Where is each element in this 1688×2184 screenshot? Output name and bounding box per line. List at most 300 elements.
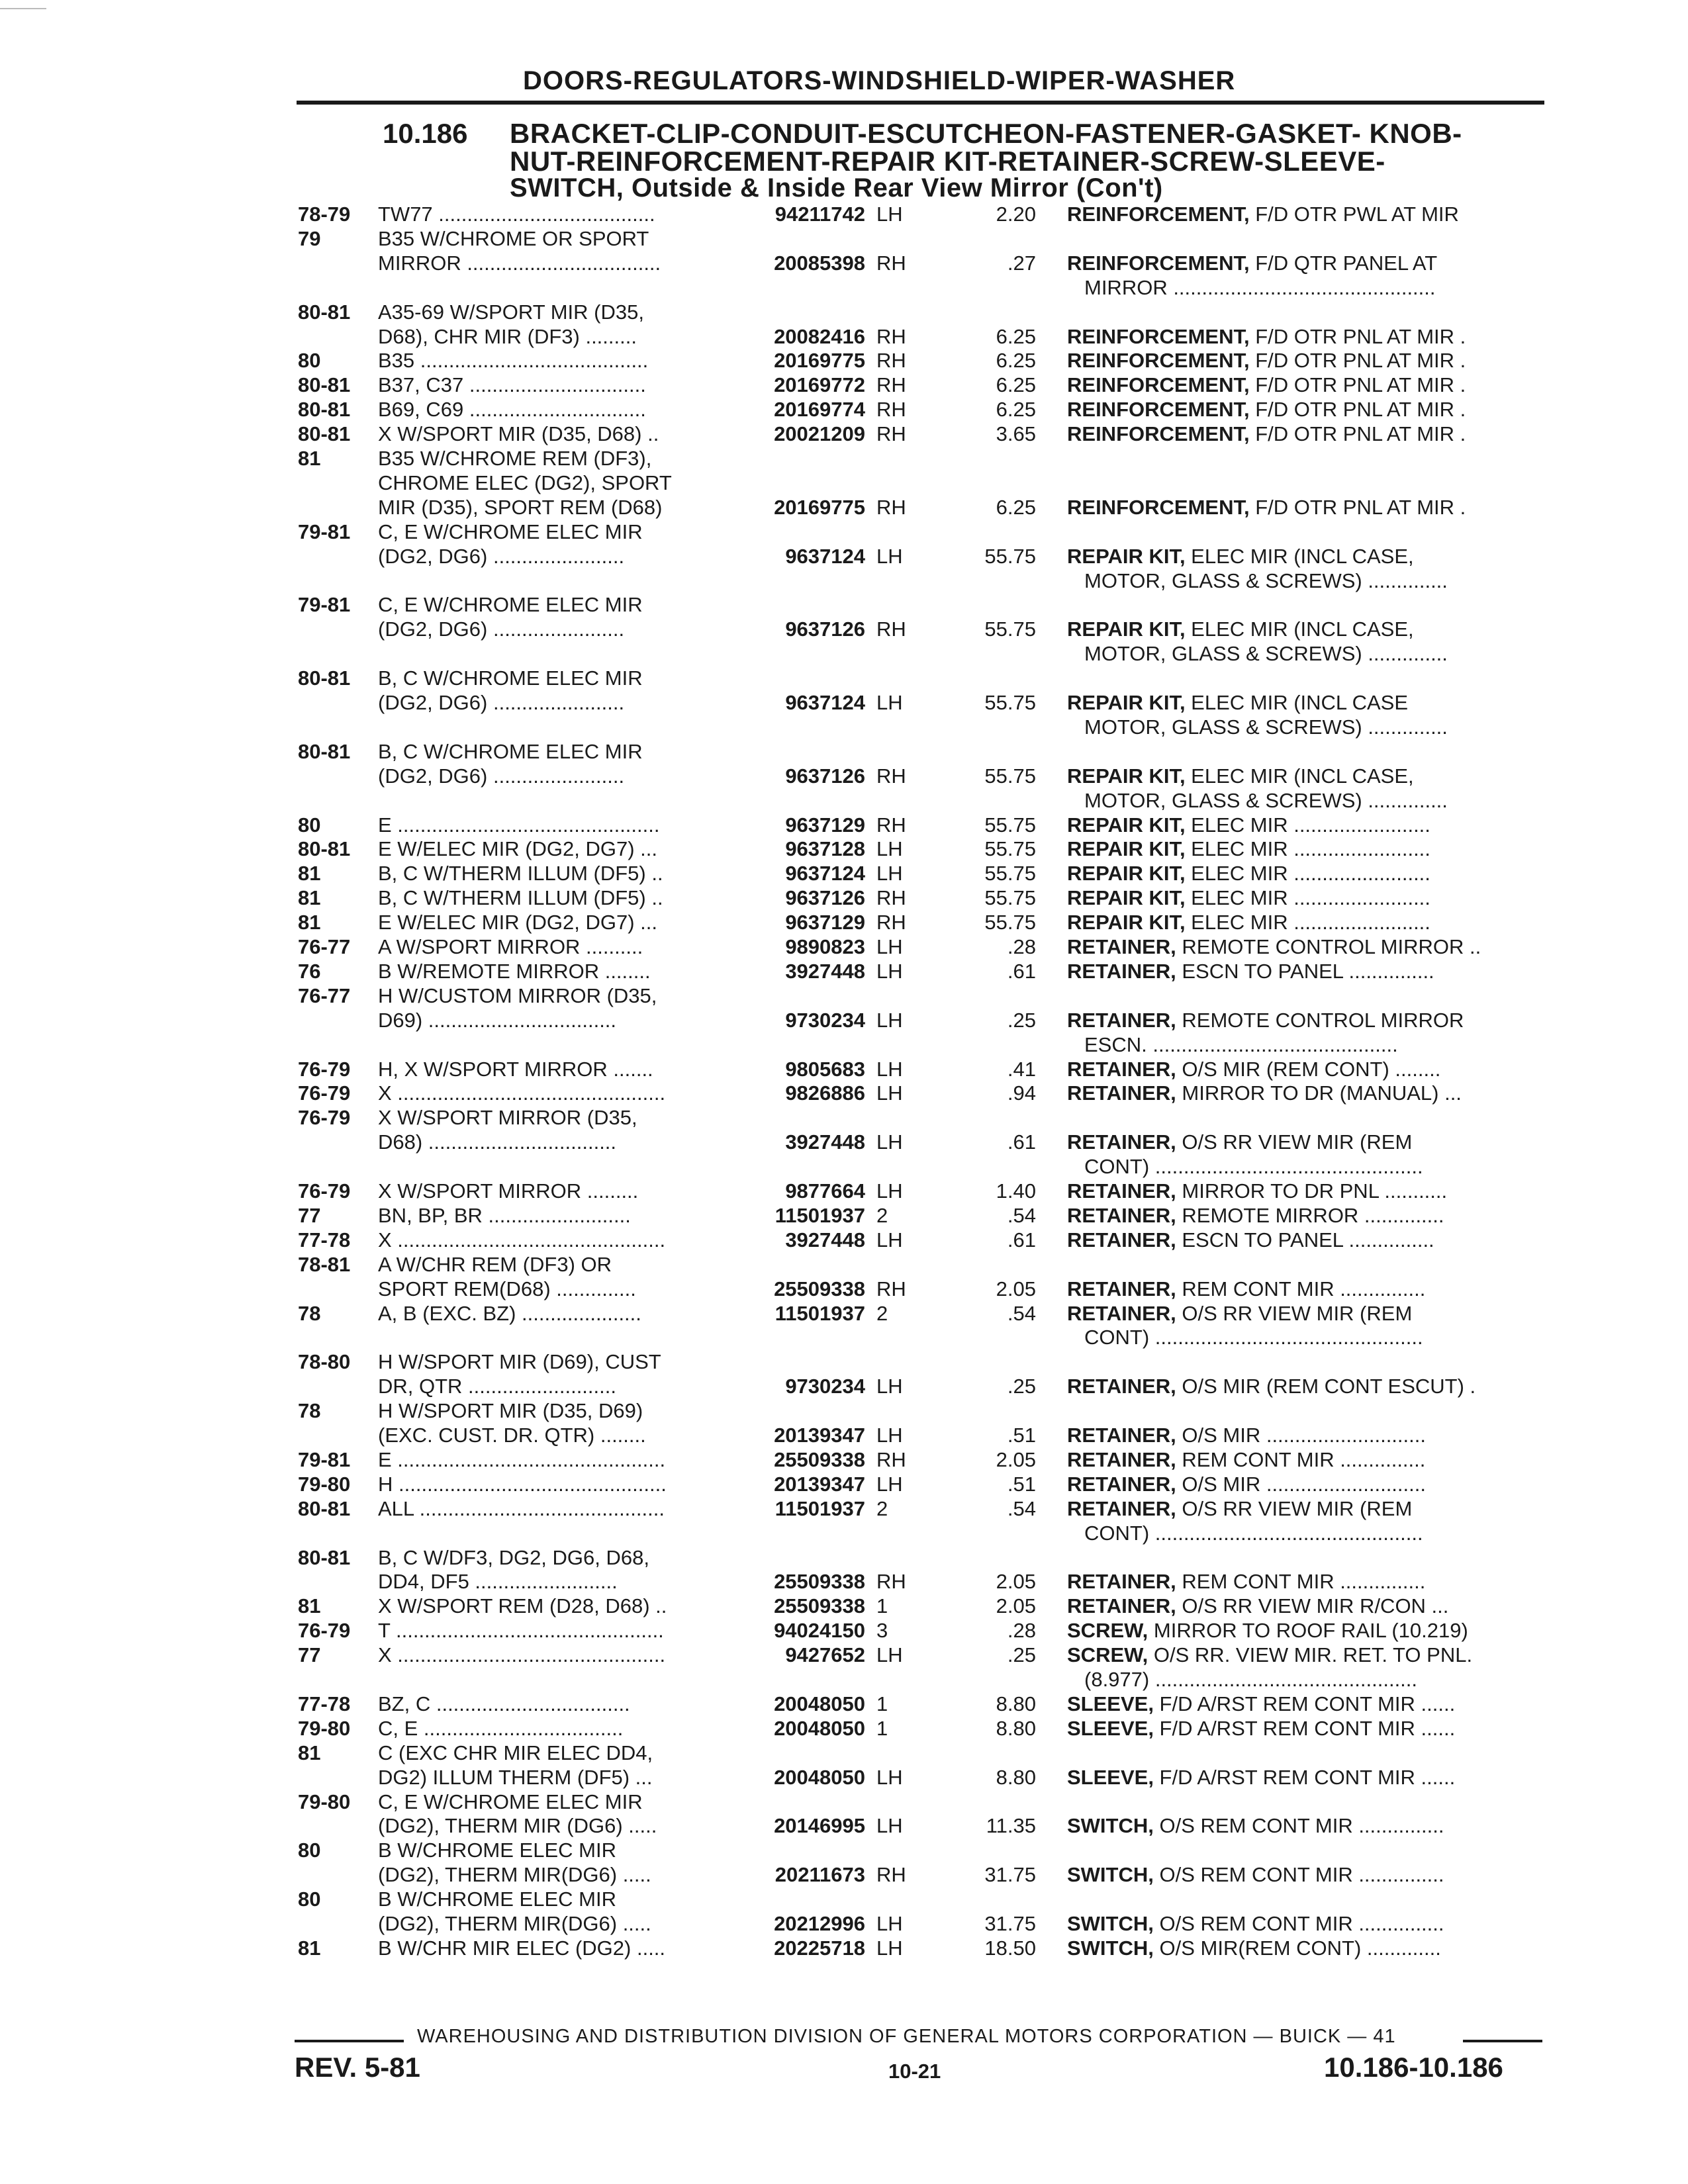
part-number: 9637126	[785, 886, 865, 909]
model-year: 76-79	[298, 1619, 351, 1642]
part-type: RETAINER,	[1067, 1424, 1176, 1447]
model-year: 78-81	[298, 1253, 351, 1276]
part-detail: O/S RR. VIEW MIR. RET. TO PNL.	[1148, 1643, 1473, 1666]
table-row	[0, 886, 1688, 910]
part-type: REPAIR KIT,	[1067, 911, 1186, 934]
model-year: 81	[298, 886, 321, 909]
part-number: 9637124	[785, 862, 865, 885]
table-row	[0, 1326, 1688, 1349]
model-description: ALL ...........................................	[378, 1497, 665, 1520]
model-year: 80-81	[298, 837, 351, 860]
table-row	[0, 422, 1688, 446]
model-description: CHROME ELEC (DG2), SPORT	[378, 471, 672, 494]
scan-mark	[0, 8, 46, 9]
model-description: B35 W/CHROME REM (DF3),	[378, 447, 652, 470]
model-description: TW77 ......................................	[378, 203, 655, 226]
side-or-quantity: LH	[876, 1912, 903, 1935]
part-type: RETAINER,	[1067, 1179, 1176, 1203]
part-description	[1067, 1375, 1544, 1398]
description-continuation: MOTOR, GLASS & SCREWS) ..............	[1084, 569, 1448, 592]
description-continuation: CONT) ...............................................	[1084, 1522, 1423, 1545]
part-detail: O/S RR VIEW MIR (REM	[1176, 1130, 1413, 1154]
table-row	[0, 617, 1688, 641]
model-description: B W/REMOTE MIRROR ........	[378, 960, 651, 983]
part-description	[1067, 1277, 1544, 1301]
side-or-quantity: RH	[876, 813, 906, 837]
side-or-quantity: RH	[876, 422, 906, 445]
model-year: 79	[298, 227, 321, 250]
table-row	[0, 935, 1688, 959]
table-row	[0, 911, 1688, 934]
part-detail: ELEC MIR ........................	[1185, 837, 1430, 860]
part-detail: F/D OTR PNL AT MIR .	[1249, 325, 1466, 348]
description-continuation: MOTOR, GLASS & SCREWS) ..............	[1084, 789, 1448, 812]
price: 55.75	[984, 617, 1036, 641]
part-detail: MIRROR TO DR (MANUAL) ...	[1176, 1081, 1462, 1105]
side-or-quantity: LH	[876, 1375, 903, 1398]
model-year: 77	[298, 1204, 321, 1227]
description-continuation: CONT) ...............................................	[1084, 1155, 1423, 1178]
model-description: B69, C69 ...............................	[378, 398, 646, 421]
side-or-quantity: RH	[876, 349, 906, 372]
model-year: 81	[298, 862, 321, 885]
part-description	[1067, 1228, 1544, 1252]
model-description: X ...............................................	[378, 1081, 666, 1105]
model-year: 80	[298, 813, 321, 837]
part-number: 20048050	[774, 1692, 865, 1715]
table-row	[0, 1668, 1688, 1692]
table-row	[0, 1741, 1688, 1765]
part-detail: O/S MIR ............................	[1176, 1473, 1426, 1496]
price: 1.40	[996, 1179, 1036, 1203]
part-detail: MIRROR TO ROOF RAIL (10.219)	[1148, 1619, 1468, 1642]
side-or-quantity: 2	[876, 1204, 888, 1227]
side-or-quantity: LH	[876, 960, 903, 983]
part-detail: ELEC MIR ........................	[1185, 911, 1430, 934]
table-row	[0, 837, 1688, 861]
part-number: 20146995	[774, 1814, 865, 1837]
part-description	[1067, 886, 1544, 910]
part-description	[1067, 349, 1544, 373]
table-row	[0, 1302, 1688, 1326]
part-description	[1067, 325, 1544, 349]
part-number: 3927448	[785, 960, 865, 983]
table-row	[0, 1399, 1688, 1423]
model-description: H W/SPORT MIR (D35, D69)	[378, 1399, 643, 1422]
price: 6.25	[996, 496, 1036, 519]
side-or-quantity: LH	[876, 1814, 903, 1837]
section-title-line-1: BRACKET-CLIP-CONDUIT-ESCUTCHEON-FASTENER-GASKET- KNOB-	[510, 118, 1462, 149]
table-row	[0, 1790, 1688, 1814]
table-row	[0, 789, 1688, 813]
side-or-quantity: RH	[876, 911, 906, 934]
part-type: REINFORCEMENT,	[1067, 373, 1250, 396]
table-row	[0, 862, 1688, 886]
part-number: 9730234	[785, 1375, 865, 1398]
model-description: C, E W/CHROME ELEC MIR	[378, 593, 643, 616]
model-description: D69) .................................	[378, 1009, 617, 1032]
side-or-quantity: RH	[876, 1863, 906, 1886]
price: .54	[1007, 1497, 1036, 1520]
model-description: B35 W/CHROME OR SPORT	[378, 227, 649, 250]
section-title-line-2: NUT-REINFORCEMENT-REPAIR KIT-RETAINER-SCREW-SLEEVE-	[510, 146, 1385, 177]
price: 6.25	[996, 373, 1036, 396]
price: .28	[1007, 1619, 1036, 1642]
part-type: SLEEVE,	[1067, 1692, 1154, 1715]
part-detail: F/D A/RST REM CONT MIR ......	[1153, 1692, 1456, 1715]
model-year: 81	[298, 1594, 321, 1617]
model-description: A W/CHR REM (DF3) OR	[378, 1253, 612, 1276]
part-description	[1067, 398, 1544, 422]
side-or-quantity: LH	[876, 203, 903, 226]
table-row	[0, 1448, 1688, 1472]
part-description	[1067, 960, 1544, 983]
model-description: B, C W/CHROME ELEC MIR	[378, 666, 643, 690]
model-year: 79-80	[298, 1473, 351, 1496]
table-row	[0, 325, 1688, 349]
part-type: REINFORCEMENT,	[1067, 496, 1250, 519]
model-year: 80-81	[298, 300, 351, 324]
model-description: X W/SPORT MIRROR (D35,	[378, 1106, 637, 1129]
part-number: 9826886	[785, 1081, 865, 1105]
table-row	[0, 1522, 1688, 1545]
part-type: RETAINER,	[1067, 960, 1176, 983]
model-description: A, B (EXC. BZ) .....................	[378, 1302, 641, 1325]
price: 55.75	[984, 911, 1036, 934]
side-or-quantity: LH	[876, 691, 903, 714]
part-type: RETAINER,	[1067, 935, 1176, 958]
part-number: 20139347	[774, 1424, 865, 1447]
side-or-quantity: 2	[876, 1497, 888, 1520]
part-number: 25509338	[774, 1277, 865, 1300]
model-year: 77-78	[298, 1692, 351, 1715]
model-description: D68), CHR MIR (DF3) .........	[378, 325, 637, 348]
part-description	[1067, 1717, 1544, 1741]
model-description: B35 ........................................	[378, 349, 649, 372]
part-type: SWITCH,	[1067, 1912, 1154, 1935]
part-description	[1067, 251, 1544, 275]
part-number: 20212996	[774, 1912, 865, 1935]
footer-rule-right	[1463, 2040, 1542, 2042]
table-row	[0, 1594, 1688, 1618]
part-number: 9637129	[785, 813, 865, 837]
model-year: 78-80	[298, 1350, 351, 1373]
part-number: 25509338	[774, 1570, 865, 1593]
part-detail: ELEC MIR ........................	[1185, 886, 1430, 909]
model-year: 76	[298, 960, 321, 983]
part-type: RETAINER,	[1067, 1448, 1176, 1471]
price: 8.80	[996, 1717, 1036, 1740]
model-year: 76-79	[298, 1106, 351, 1129]
part-detail: O/S RR VIEW MIR R/CON ...	[1176, 1594, 1449, 1617]
side-or-quantity: RH	[876, 886, 906, 909]
part-detail: F/D OTR PWL AT MIR	[1249, 203, 1459, 226]
part-number: 9890823	[785, 935, 865, 958]
part-type: SLEEVE,	[1067, 1717, 1154, 1740]
part-description	[1067, 1424, 1544, 1447]
model-year: 80-81	[298, 1497, 351, 1520]
part-type: REPAIR KIT,	[1067, 862, 1186, 885]
part-description	[1067, 862, 1544, 886]
price: .54	[1007, 1302, 1036, 1325]
side-or-quantity: 2	[876, 1302, 888, 1325]
part-type: REINFORCEMENT,	[1067, 398, 1250, 421]
model-year: 80-81	[298, 740, 351, 763]
part-number: 9637126	[785, 617, 865, 641]
table-row	[0, 1130, 1688, 1154]
part-type: SCREW,	[1067, 1619, 1149, 1642]
table-row	[0, 1375, 1688, 1398]
part-description	[1067, 373, 1544, 397]
page-title: DOORS-REGULATORS-WINDSHIELD-WIPER-WASHER	[523, 66, 1236, 95]
model-year: 80	[298, 1839, 321, 1862]
part-detail: F/D OTR PNL AT MIR .	[1249, 422, 1466, 445]
part-number: 9637129	[785, 911, 865, 934]
side-or-quantity: RH	[876, 617, 906, 641]
part-description	[1067, 1058, 1544, 1081]
part-number: 20139347	[774, 1473, 865, 1496]
part-detail: ELEC MIR ........................	[1185, 862, 1430, 885]
table-row	[0, 1717, 1688, 1741]
model-year: 79-80	[298, 1717, 351, 1740]
model-description: B W/CHROME ELEC MIR	[378, 1888, 616, 1911]
model-year: 81	[298, 1936, 321, 1960]
model-description: (DG2), THERM MIR (DG6) .....	[378, 1814, 657, 1837]
model-description: T ...............................................	[378, 1619, 664, 1642]
model-description: MIR (D35), SPORT REM (D68)	[378, 496, 663, 519]
part-type: RETAINER,	[1067, 1277, 1176, 1300]
model-description: (DG2), THERM MIR(DG6) .....	[378, 1863, 651, 1886]
description-continuation: MOTOR, GLASS & SCREWS) ..............	[1084, 642, 1448, 665]
part-number: 9427652	[785, 1643, 865, 1666]
table-row	[0, 1179, 1688, 1203]
side-or-quantity: LH	[876, 1473, 903, 1496]
part-type: RETAINER,	[1067, 1594, 1176, 1617]
model-description: H W/CUSTOM MIRROR (D35,	[378, 984, 657, 1007]
price: 8.80	[996, 1766, 1036, 1789]
part-description	[1067, 1570, 1544, 1594]
part-type: REINFORCEMENT,	[1067, 325, 1250, 348]
model-description: X W/SPORT MIRROR .........	[378, 1179, 639, 1203]
footer-text: WAREHOUSING AND DISTRIBUTION DIVISION OF GENERAL MOTORS CORPORATION — BUICK — 41	[417, 2026, 1396, 2047]
model-description: (DG2, DG6) .......................	[378, 617, 625, 641]
side-or-quantity: RH	[876, 325, 906, 348]
model-description: C, E ...................................	[378, 1717, 624, 1740]
model-description: A W/SPORT MIRROR ..........	[378, 935, 643, 958]
table-row	[0, 1058, 1688, 1081]
model-description: C, E W/CHROME ELEC MIR	[378, 520, 643, 543]
model-year: 80-81	[298, 666, 351, 690]
part-type: SCREW,	[1067, 1643, 1149, 1666]
price: 2.05	[996, 1594, 1036, 1617]
part-description	[1067, 1130, 1544, 1154]
price: 6.25	[996, 325, 1036, 348]
model-year: 79-80	[298, 1790, 351, 1813]
side-or-quantity: RH	[876, 1448, 906, 1471]
table-row	[0, 251, 1688, 275]
description-continuation: CONT) ...............................................	[1084, 1326, 1423, 1349]
model-description: X W/SPORT MIR (D35, D68) ..	[378, 422, 659, 445]
table-row	[0, 1814, 1688, 1838]
model-description: D68) .................................	[378, 1130, 617, 1154]
part-type: REPAIR KIT,	[1067, 886, 1186, 909]
part-number: 20085398	[774, 251, 865, 275]
table-row	[0, 1863, 1688, 1887]
part-detail: F/D A/RST REM CONT MIR ......	[1153, 1766, 1456, 1789]
part-type: RETAINER,	[1067, 1473, 1176, 1496]
part-description	[1067, 1594, 1544, 1618]
model-description: MIRROR ..................................	[378, 251, 661, 275]
model-description: H, X W/SPORT MIRROR .......	[378, 1058, 653, 1081]
model-description: H W/SPORT MIR (D69), CUST	[378, 1350, 661, 1373]
table-row	[0, 520, 1688, 544]
price: 55.75	[984, 886, 1036, 909]
model-year: 76-77	[298, 984, 351, 1007]
price: 55.75	[984, 764, 1036, 788]
price: .61	[1007, 1228, 1036, 1251]
table-row	[0, 1839, 1688, 1862]
table-row	[0, 1155, 1688, 1179]
price: 2.05	[996, 1277, 1036, 1300]
part-description	[1067, 496, 1544, 520]
part-description	[1067, 813, 1544, 837]
price: 55.75	[984, 691, 1036, 714]
part-number: 20048050	[774, 1717, 865, 1740]
side-or-quantity: LH	[876, 1179, 903, 1203]
table-row	[0, 666, 1688, 690]
part-type: SWITCH,	[1067, 1936, 1154, 1960]
part-type: REINFORCEMENT,	[1067, 349, 1250, 372]
model-year: 78	[298, 1302, 321, 1325]
part-detail: O/S MIR ............................	[1176, 1424, 1426, 1447]
part-number: 20169772	[774, 373, 865, 396]
model-description: B W/CHROME ELEC MIR	[378, 1839, 616, 1862]
table-row	[0, 545, 1688, 569]
model-description: DD4, DF5 .........................	[378, 1570, 618, 1593]
part-description	[1067, 1619, 1544, 1643]
table-row	[0, 984, 1688, 1008]
part-type: REPAIR KIT,	[1067, 617, 1186, 641]
part-detail: ESCN TO PANEL ...............	[1176, 1228, 1434, 1251]
model-year: 77-78	[298, 1228, 351, 1251]
part-number: 20082416	[774, 325, 865, 348]
table-row	[0, 276, 1688, 300]
side-or-quantity: 3	[876, 1619, 888, 1642]
model-description: X ...............................................	[378, 1228, 666, 1251]
model-description: B, C W/DF3, DG2, DG6, D68,	[378, 1546, 649, 1569]
part-number: 94211742	[774, 203, 865, 226]
part-number: 20169774	[774, 398, 865, 421]
part-detail: ELEC MIR (INCL CASE	[1185, 691, 1409, 714]
part-type: REINFORCEMENT,	[1067, 203, 1250, 226]
table-row	[0, 691, 1688, 715]
price: 2.05	[996, 1570, 1036, 1593]
part-description	[1067, 203, 1544, 226]
side-or-quantity: LH	[876, 1130, 903, 1154]
table-row	[0, 1570, 1688, 1594]
part-detail: ELEC MIR (INCL CASE,	[1185, 617, 1414, 641]
price: 3.65	[996, 422, 1036, 445]
model-year: 80-81	[298, 1546, 351, 1569]
part-type: REINFORCEMENT,	[1067, 422, 1250, 445]
table-row	[0, 1936, 1688, 1960]
table-row	[0, 1497, 1688, 1521]
model-year: 80-81	[298, 373, 351, 396]
table-row	[0, 1546, 1688, 1570]
side-or-quantity: LH	[876, 1009, 903, 1032]
price: .61	[1007, 960, 1036, 983]
part-detail: REM CONT MIR ...............	[1176, 1448, 1426, 1471]
description-continuation: (8.977) ..............................................	[1084, 1668, 1418, 1691]
part-type: SLEEVE,	[1067, 1766, 1154, 1789]
price: .54	[1007, 1204, 1036, 1227]
table-row	[0, 960, 1688, 983]
model-description: B W/CHR MIR ELEC (DG2) .....	[378, 1936, 666, 1960]
part-type: REINFORCEMENT,	[1067, 251, 1250, 275]
model-description: B, C W/CHROME ELEC MIR	[378, 740, 643, 763]
part-detail: REMOTE MIRROR ..............	[1176, 1204, 1444, 1227]
page-number: 10-21	[888, 2060, 941, 2083]
price: .94	[1007, 1081, 1036, 1105]
part-detail: REMOTE CONTROL MIRROR ..	[1176, 935, 1481, 958]
side-or-quantity: LH	[876, 837, 903, 860]
model-description: H ...............................................	[378, 1473, 667, 1496]
side-or-quantity: RH	[876, 1277, 906, 1300]
model-description: A35-69 W/SPORT MIR (D35,	[378, 300, 644, 324]
price: .51	[1007, 1424, 1036, 1447]
model-year: 76-79	[298, 1058, 351, 1081]
part-detail: F/D OTR PNL AT MIR .	[1249, 349, 1466, 372]
part-number: 94024150	[774, 1619, 865, 1642]
part-description	[1067, 1448, 1544, 1472]
part-detail: O/S MIR(REM CONT) .............	[1153, 1936, 1441, 1960]
part-number: 20169775	[774, 349, 865, 372]
model-year: 80-81	[298, 398, 351, 421]
table-row	[0, 764, 1688, 788]
table-row	[0, 1473, 1688, 1496]
table-row	[0, 740, 1688, 764]
section-number: 10.186	[383, 118, 468, 149]
part-number: 9637124	[785, 545, 865, 568]
part-description	[1067, 1204, 1544, 1228]
part-type: RETAINER,	[1067, 1570, 1176, 1593]
model-description: DR, QTR ..........................	[378, 1375, 616, 1398]
part-number: 11501937	[774, 1204, 865, 1227]
part-description	[1067, 422, 1544, 446]
price: .28	[1007, 935, 1036, 958]
footer-rule-left	[295, 2040, 404, 2042]
model-description: BN, BP, BR .........................	[378, 1204, 631, 1227]
model-description: B37, C37 ...............................	[378, 373, 646, 396]
side-or-quantity: LH	[876, 862, 903, 885]
side-or-quantity: LH	[876, 1228, 903, 1251]
part-type: RETAINER,	[1067, 1497, 1176, 1520]
model-year: 80	[298, 349, 321, 372]
table-row	[0, 1033, 1688, 1057]
table-row	[0, 300, 1688, 324]
part-number: 11501937	[774, 1497, 865, 1520]
table-row	[0, 1228, 1688, 1252]
side-or-quantity: RH	[876, 251, 906, 275]
part-type: REPAIR KIT,	[1067, 545, 1186, 568]
table-row	[0, 496, 1688, 520]
part-type: RETAINER,	[1067, 1204, 1176, 1227]
side-or-quantity: 1	[876, 1692, 888, 1715]
model-description: SPORT REM(D68) ..............	[378, 1277, 636, 1300]
model-description: E W/ELEC MIR (DG2, DG7) ...	[378, 911, 657, 934]
part-description	[1067, 1497, 1544, 1521]
table-row	[0, 1912, 1688, 1936]
